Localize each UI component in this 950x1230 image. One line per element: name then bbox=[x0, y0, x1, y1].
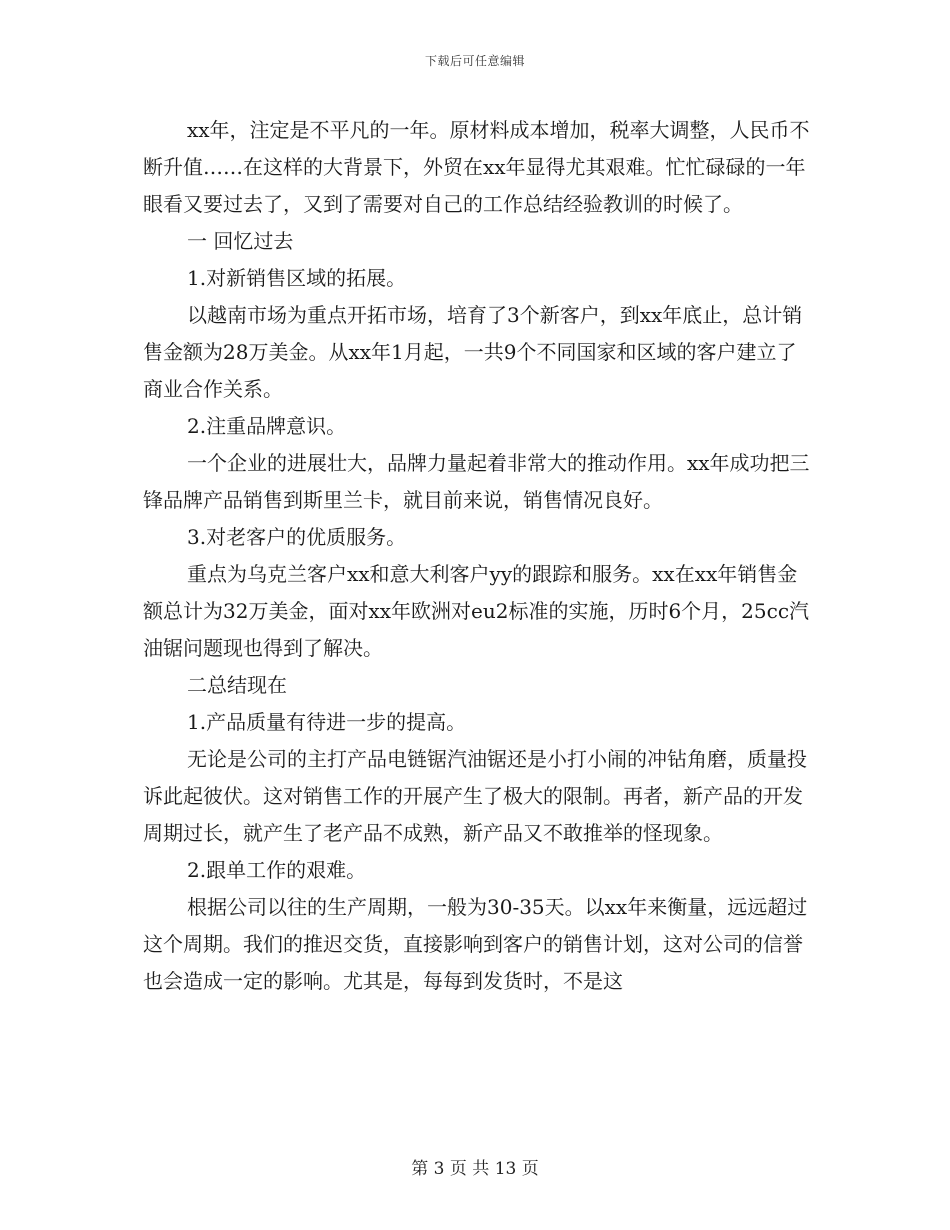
paragraph-quality: 无论是公司的主打产品电链锯汽油锯还是小打小闹的冲钻角磨，质量投诉此起彼伏。这对销售工作的开展产生了极大的限制。再者，新产品的开发周期过长，就产生了老产品不成熟，新产品又不敢推举的怪现象。 bbox=[143, 747, 807, 845]
subheading-new-markets: 1.对新销售区域的拓展。 bbox=[187, 266, 407, 290]
paragraph-new-markets: 以越南市场为重点开拓市场，培育了3个新客户，到xx年底止，总计销售金额为28万美金。从xx年1月起，一共9个不同国家和区域的客户建立了商业合作关系。 bbox=[143, 303, 803, 401]
document-body bbox=[143, 112, 813, 1000]
paragraph-intro: xx年，注定是不平凡的一年。原材料成本增加，税率大调整，人民币不断升值……在这样的大背景下，外贸在xx年显得尤其艰难。忙忙碌碌的一年眼看又要过去了，又到了需要对自己的工作总结经验教训的时候了。 bbox=[143, 118, 810, 216]
section-heading-review: 一 回忆过去 bbox=[187, 229, 294, 253]
section-heading-summary: 二总结现在 bbox=[187, 673, 287, 697]
paragraph-brand: 一个企业的进展壮大，品牌力量起着非常大的推动作用。xx年成功把三锋品牌产品销售到斯里兰卡，就目前来说，销售情况良好。 bbox=[143, 451, 810, 512]
paragraph-follow-up: 根据公司以往的生产周期，一般为30-35天。以xx年来衡量，远远超过这个周期。我们的推迟交货，直接影响到客户的销售计划，这对公司的信誉也会造成一定的影响。尤其是，每每到发货时，不是这 bbox=[143, 895, 808, 993]
subheading-old-customers: 3.对老客户的优质服务。 bbox=[187, 525, 407, 549]
subheading-quality: 1.产品质量有待进一步的提高。 bbox=[187, 710, 467, 734]
page-number: 第 3 页 共 13 页 bbox=[411, 1159, 539, 1179]
page-header: 下载后可任意编辑 bbox=[424, 54, 525, 68]
paragraph-old-customers: 重点为乌克兰客户xx和意大利客户yy的跟踪和服务。xx在xx年销售金额总计为32万美金，面对xx年欧洲对eu2标准的实施，历时6个月，25cc汽油锯问题现也得到了解决。 bbox=[143, 562, 810, 660]
subheading-brand: 2.注重品牌意识。 bbox=[187, 414, 347, 438]
page-footer bbox=[0, 1154, 950, 1179]
subheading-follow-up: 2.跟单工作的艰难。 bbox=[187, 858, 367, 882]
